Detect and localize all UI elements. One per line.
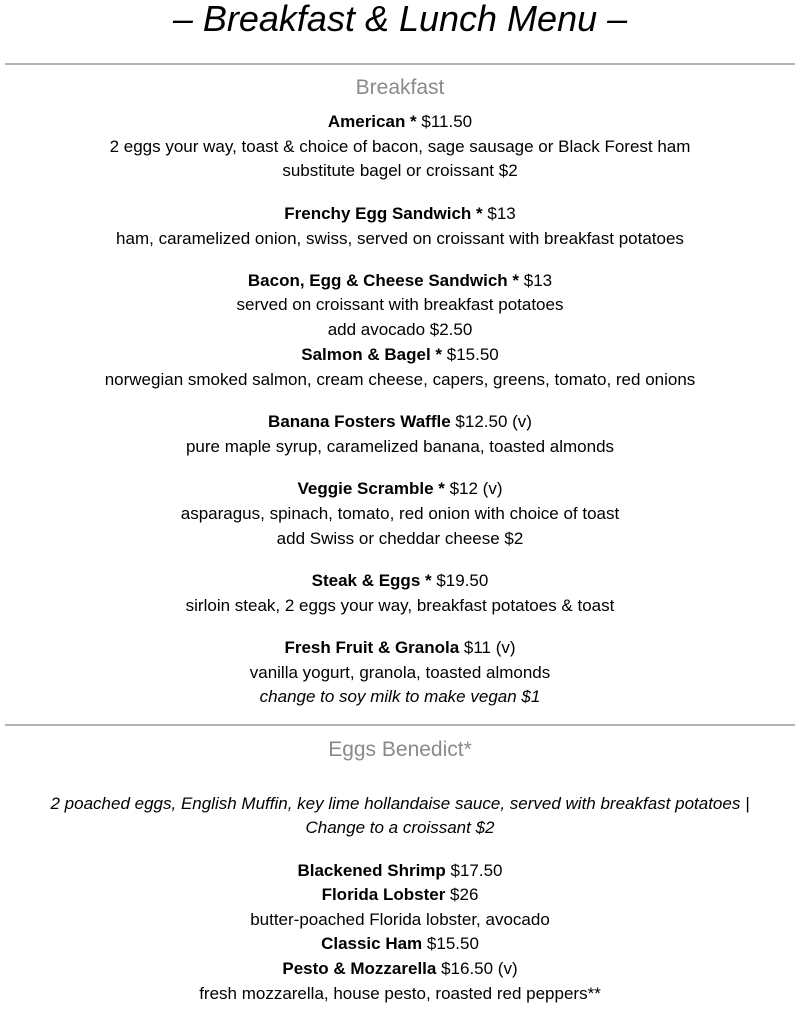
- item-name: Frenchy Egg Sandwich *: [284, 204, 483, 223]
- item-price: $17.50: [445, 861, 503, 880]
- menu-item-title: [0, 638, 800, 658]
- item-name: Classic Ham: [321, 934, 423, 953]
- item-description: substitute bagel or croissant $2: [282, 161, 518, 180]
- item-price: $13: [519, 271, 553, 290]
- item-price: $16.50 (v): [436, 959, 518, 978]
- item-description: butter-poached Florida lobster, avocado: [250, 910, 550, 929]
- item-name: Pesto & Mozzarella: [282, 959, 437, 978]
- divider: [5, 63, 795, 65]
- item-description: vanilla yogurt, granola, toasted almonds: [249, 663, 551, 682]
- menu-item-title: [0, 479, 800, 499]
- item-description: pure maple syrup, caramelized banana, toasted almonds: [185, 437, 615, 456]
- item-name: Steak & Eggs *: [311, 571, 432, 590]
- item-price: $15.50: [442, 345, 499, 364]
- item-name: Banana Fosters Waffle: [268, 412, 451, 431]
- item-description: sirloin steak, 2 eggs your way, breakfast potatoes & toast: [185, 596, 615, 615]
- section-intro: Change to a croissant $2: [305, 818, 495, 837]
- item-price: $15.50: [422, 934, 479, 953]
- section-heading-eggs-benedict: Eggs Benedict*: [328, 738, 472, 761]
- item-description: add avocado $2.50: [327, 320, 473, 339]
- menu-item-title: [0, 204, 800, 224]
- item-price: $12.50 (v): [450, 412, 532, 431]
- item-name: Salmon & Bagel *: [301, 345, 443, 364]
- menu-item-title: [0, 271, 800, 291]
- item-name: Blackened Shrimp: [297, 861, 446, 880]
- item-price: $19.50: [431, 571, 489, 590]
- section-intro: 2 poached eggs, English Muffin, key lime hollandaise sauce, served with breakfast potatoes |: [50, 794, 750, 813]
- item-description: norwegian smoked salmon, cream cheese, capers, greens, tomato, red onions: [104, 370, 696, 389]
- menu-title: – Breakfast & Lunch Menu –: [172, 0, 628, 39]
- divider: [5, 724, 795, 726]
- item-description: add Swiss or cheddar cheese $2: [276, 529, 524, 548]
- item-note: change to soy milk to make vegan $1: [259, 687, 541, 706]
- item-price: $12 (v): [444, 479, 503, 498]
- item-price: $11.50: [416, 112, 473, 131]
- item-description: fresh mozzarella, house pesto, roasted red peppers**: [199, 984, 601, 1003]
- menu-item-title: [0, 345, 800, 365]
- menu-item-title: [0, 571, 800, 591]
- item-price: $11 (v): [459, 638, 516, 657]
- item-name: American *: [327, 112, 417, 131]
- item-description: ham, caramelized onion, swiss, served on croissant with breakfast potatoes: [116, 229, 684, 248]
- item-description: 2 eggs your way, toast & choice of bacon, sage sausage or Black Forest ham: [109, 137, 691, 156]
- item-name: Bacon, Egg & Cheese Sandwich *: [247, 271, 520, 290]
- menu-item-title: [0, 934, 800, 954]
- item-name: Florida Lobster: [321, 885, 446, 904]
- menu-item-title: [0, 861, 800, 881]
- menu-item-title: [0, 885, 800, 905]
- menu-item-title: [0, 959, 800, 979]
- item-description: asparagus, spinach, tomato, red onion with choice of toast: [180, 504, 620, 523]
- item-description: served on croissant with breakfast potatoes: [236, 295, 564, 314]
- section-heading-breakfast: Breakfast: [355, 76, 445, 99]
- item-price: $13: [482, 204, 516, 223]
- item-price: $26: [445, 885, 479, 904]
- item-name: Veggie Scramble *: [297, 479, 445, 498]
- item-name: Fresh Fruit & Granola: [284, 638, 460, 657]
- menu-item-title: [0, 412, 800, 432]
- menu-item-title: [0, 112, 800, 132]
